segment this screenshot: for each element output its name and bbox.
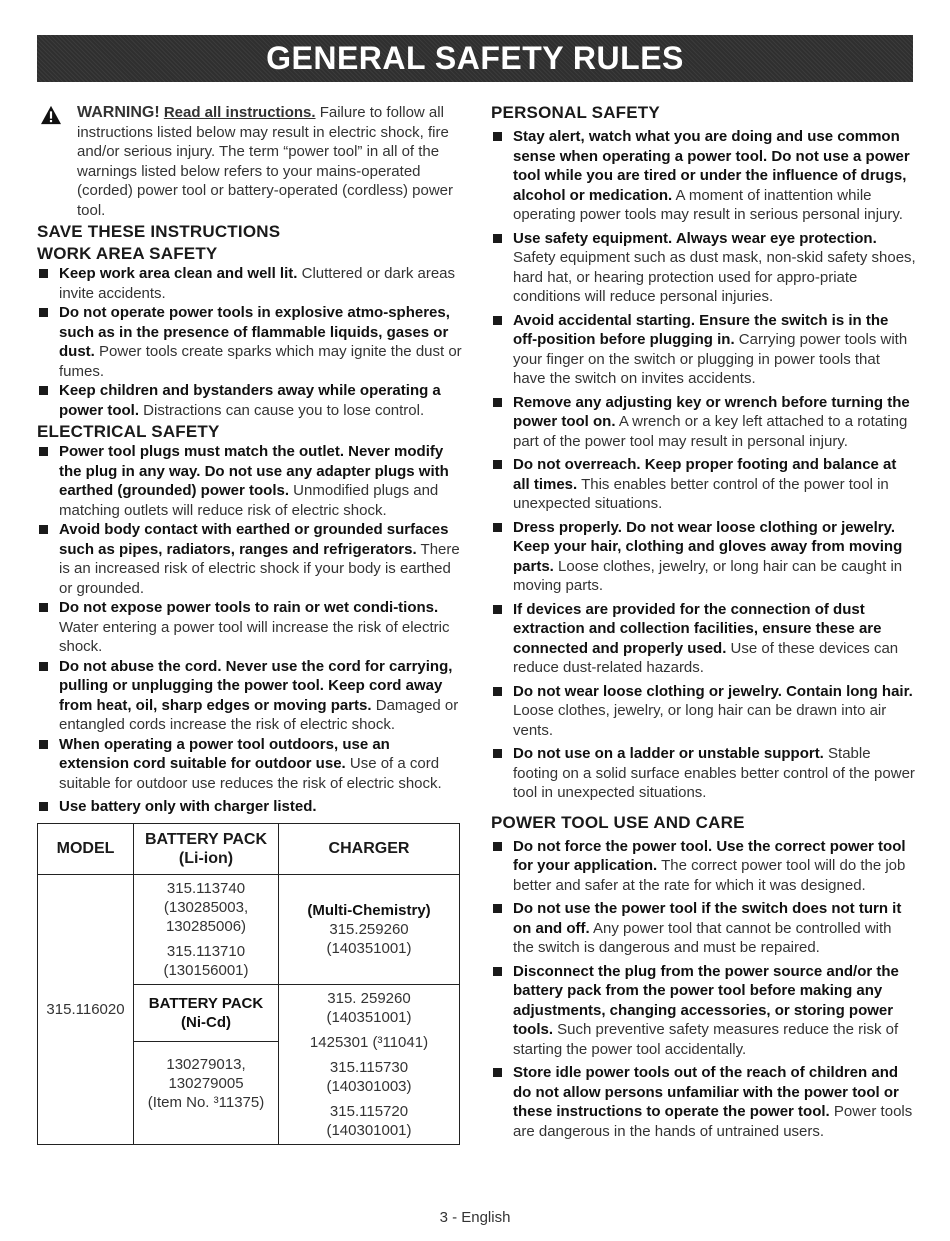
page-footer: 3 - English [439, 1209, 511, 1226]
bullet-icon [493, 605, 502, 614]
power-tool-heading: POWER TOOL USE AND CARE [491, 812, 745, 832]
bullet-icon [493, 523, 502, 532]
list-item: Do not wear loose clothing or jewelry. Contain long hair. Loose clothes, jewelry, or long hair can be drawn into air vents. [491, 682, 916, 741]
bullet-icon [493, 904, 502, 913]
save-instructions-heading: SAVE THESE INSTRUCTIONS [37, 222, 281, 241]
bullet-icon [39, 386, 48, 395]
bullet-icon [39, 603, 48, 612]
personal-safety-heading: PERSONAL SAFETY [491, 103, 660, 122]
li-ion-charger-cell: (Multi-Chemistry) 315.259260 (140351001) [279, 874, 460, 984]
bullet-icon [39, 662, 48, 671]
table-row [38, 874, 460, 984]
ni-cd-packs-cell: 130279013, 130279005 (Item No. ³11375) [134, 1041, 279, 1144]
ni-cd-charger-cell: 315. 259260 (140351001) 1425301 (³11041) 315.115730 (140301003) 315.115720 (140301001) [279, 984, 460, 1144]
list-item: Remove any adjusting key or wrench before turning the power tool on. A wrench or a key left attached to a rotating part of the power tool may result in personal injury. [491, 393, 916, 452]
personal-safety-list [491, 127, 916, 803]
electrical-list [37, 442, 462, 817]
bullet-icon [39, 308, 48, 317]
bullet-icon [493, 1068, 502, 1077]
bullet-icon [39, 269, 48, 278]
battery-charger-table [37, 823, 460, 1145]
read-instructions-link: Read all instructions. [163, 104, 316, 121]
warning-triangle-icon [40, 105, 62, 125]
list-item: Do not overreach. Keep proper footing and balance at all times. This enables better control of the power tool in unexpected situations. [491, 455, 916, 514]
ni-cd-header-cell: BATTERY PACK (Ni-Cd) [134, 984, 279, 1041]
bullet-icon [493, 460, 502, 469]
bullet-icon [39, 740, 48, 749]
list-item: Keep work area clean and well lit. Cluttered or dark areas invite accidents. [37, 264, 462, 303]
bullet-icon [493, 132, 502, 141]
list-item: Dress properly. Do not wear loose clothing or jewelry. Keep your hair, clothing and gloves away from moving parts. Loose clothes, jewelry, or long hair can be caught in moving parts. [491, 518, 916, 596]
power-tool-list [491, 837, 916, 1142]
bullet-icon [493, 687, 502, 696]
list-item: Stay alert, watch what you are doing and use common sense when operating a power tool. Do not use a power tool while you are tired or under the influence of drugs, alcohol or medication. A moment of inattention while operating power tools may result in serious personal injury. [491, 127, 916, 225]
bullet-icon [39, 802, 48, 811]
list-item: Disconnect the plug from the power source and/or the battery pack from the power tool before making any adjustments, changing accessories, or storing power tools. Such preventive safety measures reduce the risk of starting the power tool accidentally. [491, 962, 916, 1060]
bullet-icon [39, 525, 48, 534]
list-item: Do not operate power tools in explosive atmo-spheres, such as in the presence of flammable liquids, gases or dust. Power tools create sparks which may ignite the dust or fumes. [37, 303, 462, 381]
work-area-list [37, 264, 462, 420]
bullet-icon [493, 749, 502, 758]
list-item: Keep children and bystanders away while operating a power tool. Distractions can cause you to lose control. [37, 381, 462, 420]
bullet-icon [493, 316, 502, 325]
list-item: Do not expose power tools to rain or wet condi-tions. Water entering a power tool will increase the risk of electric shock. [37, 598, 462, 657]
right-column [491, 103, 916, 1145]
bullet-icon [493, 234, 502, 243]
list-item: Store idle power tools out of the reach of children and do not allow persons unfamiliar with the power tool or these instructions to operate the power tool. Power tools are dangerous in the hands of untrained users. [491, 1063, 916, 1141]
list-item: Avoid body contact with earthed or grounded surfaces such as pipes, radiators, ranges and refrigerators. There is an increased risk of electric shock if your body is earthed or grounded. [37, 520, 462, 598]
list-item: Power tool plugs must match the outlet. Never modify the plug in any way. Do not use any adapter plugs with earthed (grounded) power tools. Unmodified plugs and matching outlets will reduce risk of electric shock. [37, 442, 462, 520]
list-item: Avoid accidental starting. Ensure the switch is in the off-position before plugging in. Carrying power tools with your finger on the switch or plugging in power tools that have the switch on invites accidents. [491, 311, 916, 389]
list-item: Do not abuse the cord. Never use the cord for carrying, pulling or unplugging the power tool. Keep cord away from heat, oil, sharp edges or moving parts. Damaged or entangled cords increase the risk of electric shock. [37, 657, 462, 735]
list-item: Do not force the power tool. Use the correct power tool for your application. The correct power tool will do the job better and safer at the rate for which it was designed. [491, 837, 916, 896]
list-item: Do not use on a ladder or unstable support. Stable footing on a solid surface enables better control of the power tool in unexpected situations. [491, 744, 916, 803]
bullet-icon [493, 967, 502, 976]
model-cell: 315.116020 [38, 874, 134, 1144]
page-banner [37, 35, 913, 82]
bullet-icon [493, 842, 502, 851]
list-item: If devices are provided for the connection of dust extraction and collection facilities, ensure these are connected and properly used. Use of these devices can reduce dust-related hazards. [491, 600, 916, 678]
warning-block [37, 103, 462, 220]
battery-header: BATTERY PACK (Li-ion) [134, 823, 279, 874]
list-item: When operating a power tool outdoors, use an extension cord suitable for outdoor use. Use of a cord suitable for outdoor use reduces the risk of electric shock. [37, 735, 462, 794]
list-item: Use safety equipment. Always wear eye protection. Safety equipment such as dust mask, non-skid safety shoes, hard hat, or hearing protection used for appro-priate conditions will reduce personal injuries. [491, 229, 916, 307]
li-ion-packs-cell: 315.113740 (130285003, 130285006) 315.113710 (130156001) [134, 874, 279, 984]
left-column [37, 103, 462, 1145]
list-item: Do not use the power tool if the switch does not turn it on and off. Any power tool that cannot be controlled with the switch is dangerous and must be repaired. [491, 899, 916, 958]
list-item: Use battery only with charger listed. [37, 797, 462, 817]
table-header-row [38, 823, 460, 874]
bullet-icon [493, 398, 502, 407]
work-area-heading: WORK AREA SAFETY [37, 244, 218, 263]
warning-text: Failure to follow all instructions listed below may result in electric shock, fire and/or serious injury. The term “power tool” in all of the warnings listed below refers to your mains-operated (corded) power tool or battery-operated (cordless) power tool. [77, 104, 454, 219]
model-header: MODEL [38, 823, 134, 874]
page-title: GENERAL SAFETY RULES [266, 40, 684, 76]
bullet-icon [39, 447, 48, 456]
electrical-heading: ELECTRICAL SAFETY [37, 422, 220, 441]
warning-title: WARNING! [77, 104, 160, 121]
charger-header: CHARGER [279, 823, 460, 874]
